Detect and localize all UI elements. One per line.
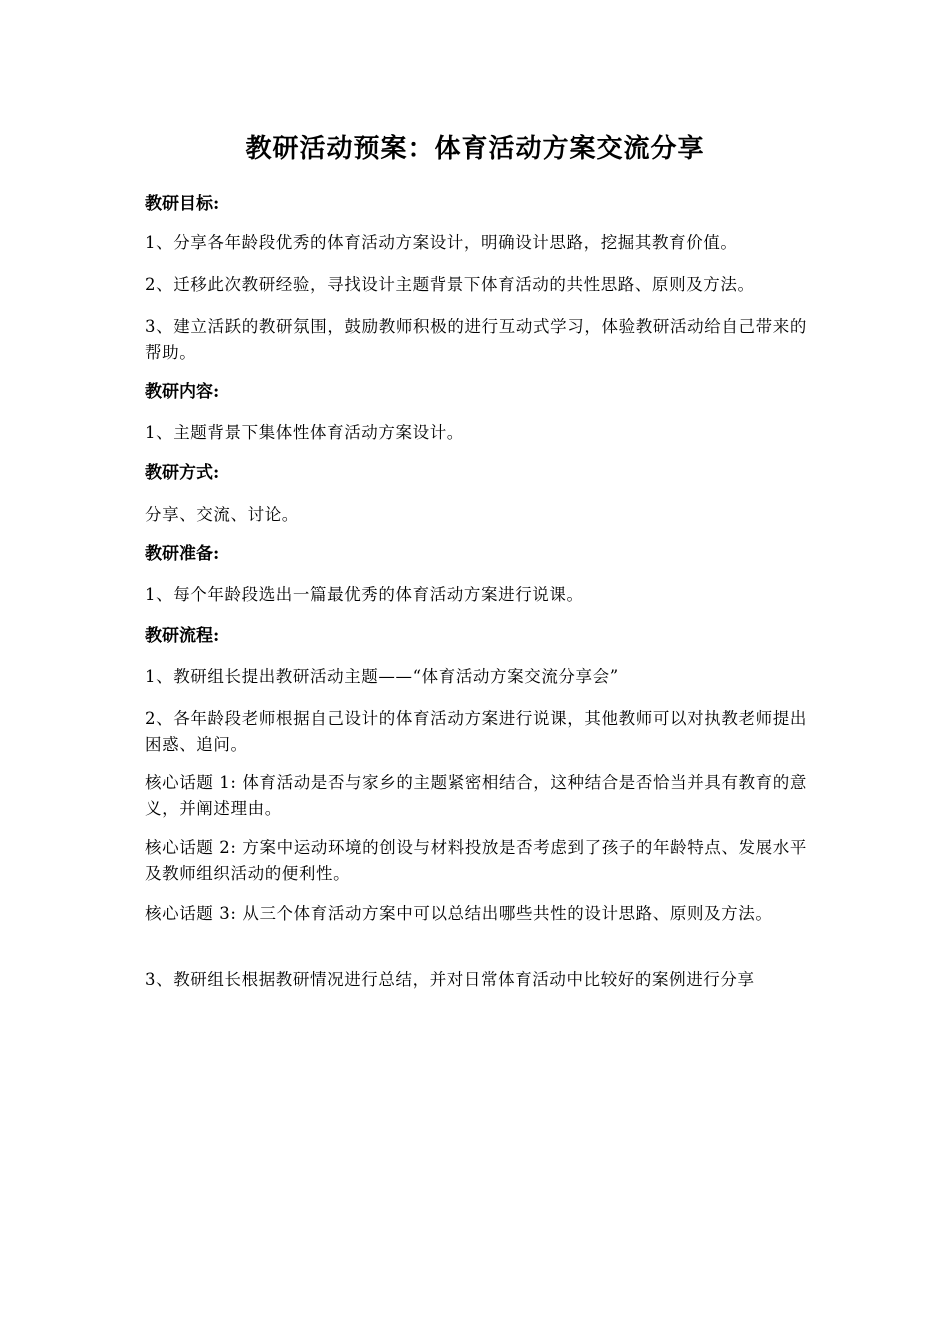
core-topic-3: 核心话题 3: 从三个体育活动方案中可以总结出哪些共性的设计思路、原则及方法。 [145,904,773,923]
process-item-1: 1、教研组长提出教研活动主题——“体育活动方案交流分享会” [145,667,619,686]
preparation-item-1: 1、每个年龄段选出一篇最优秀的体育活动方案进行说课。 [145,585,584,604]
section-heading-goals: 教研目标: [145,194,220,214]
process-item-2: 2、各年龄段老师根据自己设计的体育活动方案进行说课，其他教师可以对执教老师提出困惑、追问。 [145,709,807,754]
section-heading-preparation: 教研准备: [145,544,220,564]
core-topic-2: 核心话题 2: 方案中运动环境的创设与材料投放是否考虑到了孩子的年龄特点、发展水平及教师组织活动的便利性。 [145,838,807,883]
core-topic-1: 核心话题 1: 体育活动是否与家乡的主题紧密相结合，这种结合是否恰当并具有教育的意义，并阐述理由。 [145,773,807,818]
goal-item-2: 2、迁移此次教研经验，寻找设计主题背景下体育活动的共性思路、原则及方法。 [145,275,755,294]
goal-item-1: 1、分享各年龄段优秀的体育活动方案设计，明确设计思路，挖掘其教育价值。 [145,233,738,252]
process-item-3: 3、教研组长根据教研情况进行总结，并对日常体育活动中比较好的案例进行分享 [145,970,755,989]
section-heading-content: 教研内容: [145,382,220,402]
goal-item-3: 3、建立活跃的教研氛围，鼓励教师积极的进行互动式学习，体验教研活动给自己带来的帮助。 [145,317,807,362]
content-item-1: 1、主题背景下集体性体育活动方案设计。 [145,423,464,442]
section-heading-method: 教研方式: [145,463,220,483]
section-heading-process: 教研流程: [145,626,220,646]
method-text: 分享、交流、讨论。 [145,505,299,524]
document-title: 教研活动预案：体育活动方案交流分享 [245,134,705,164]
